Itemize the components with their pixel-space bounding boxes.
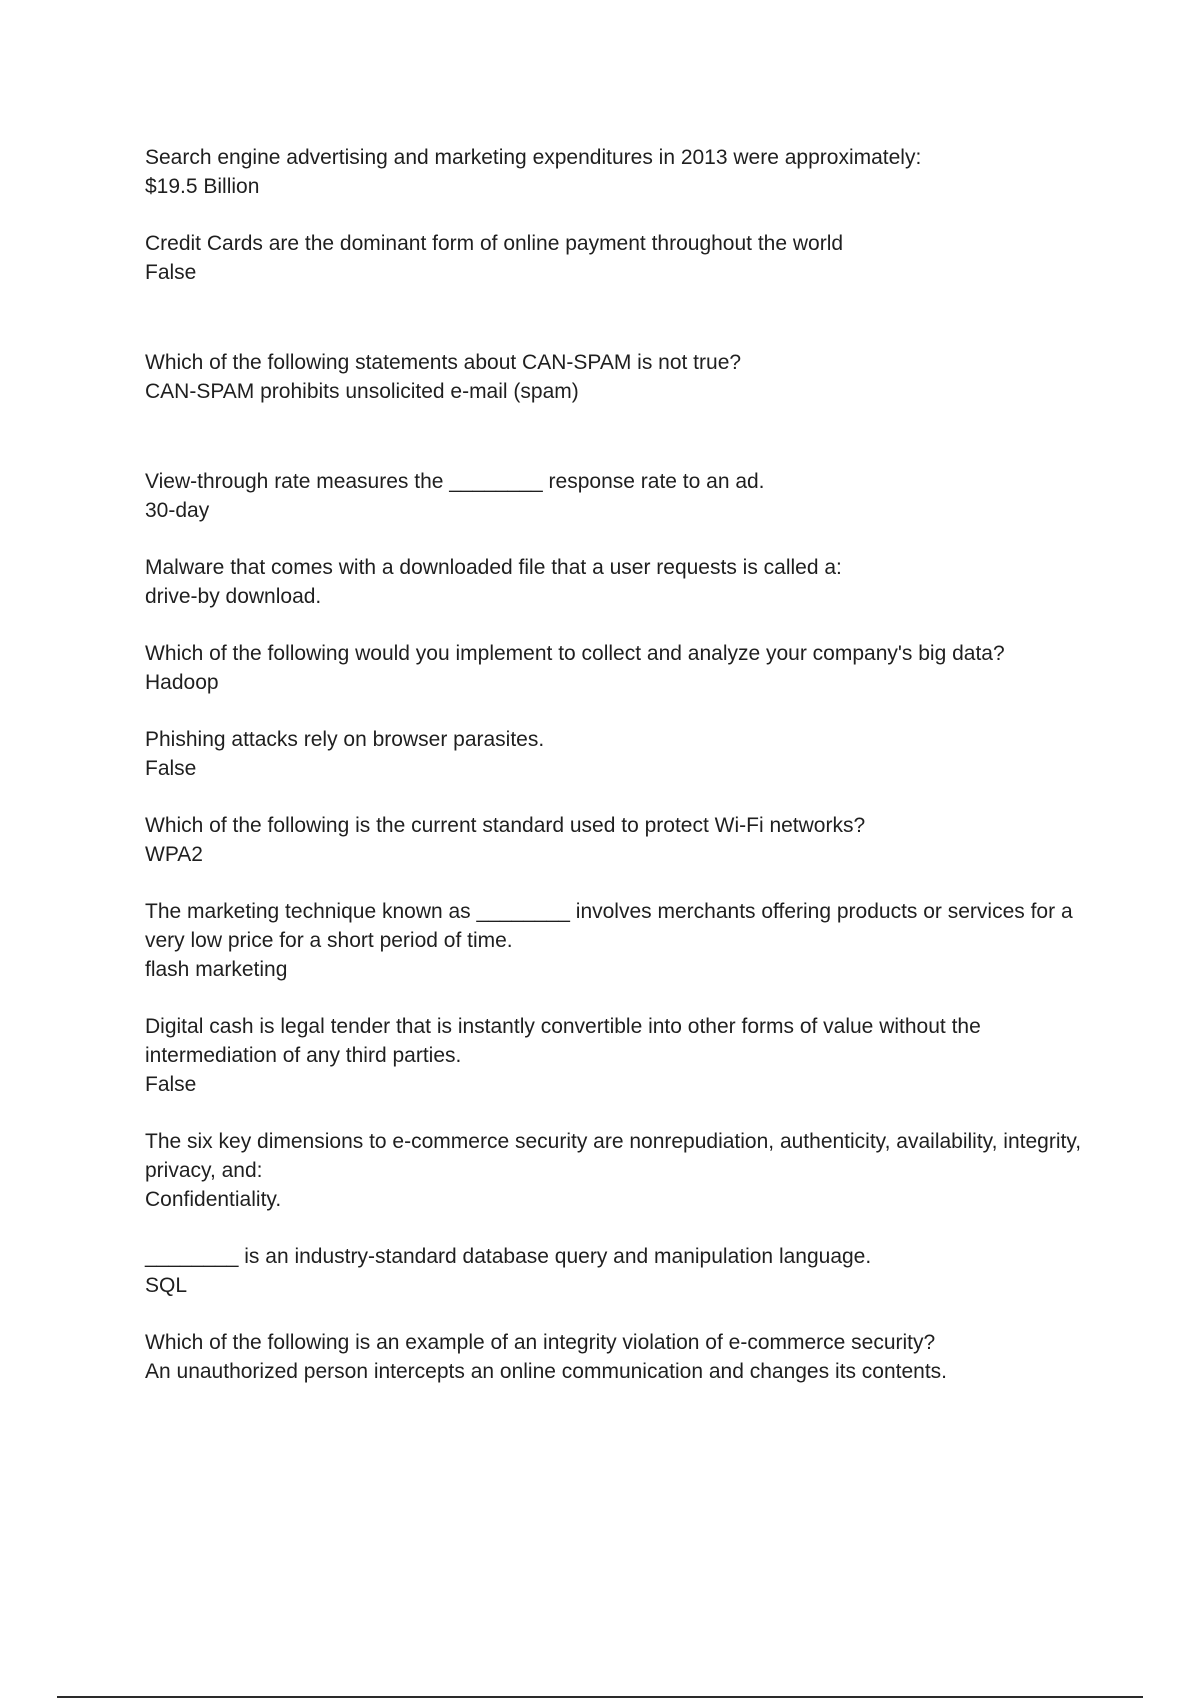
answer-text: False [145, 261, 197, 284]
question-text: Credit Cards are the dominant form of online payment throughout the world [145, 232, 844, 255]
qa-item [145, 1127, 1105, 1214]
answer-text: flash marketing [145, 958, 288, 981]
answer-text: SQL [145, 1274, 188, 1297]
answer-text: drive-by download. [145, 585, 322, 608]
answer-text: Hadoop [145, 671, 219, 694]
question-text: Which of the following is an example of an integrity violation of e-commerce security? [145, 1331, 936, 1354]
qa-item [145, 143, 1105, 201]
qa-item [145, 1012, 1105, 1099]
qa-item [145, 639, 1105, 697]
answer-text: False [145, 757, 197, 780]
answer-text: CAN-SPAM prohibits unsolicited e-mail (spam) [145, 380, 579, 403]
question-text: Which of the following statements about CAN-SPAM is not true? [145, 351, 742, 374]
question-text: Malware that comes with a downloaded file that a user requests is called a: [145, 556, 842, 579]
question-text: The six key dimensions to e-commerce security are nonrepudiation, authenticity, availability, integrity, privacy, and: [145, 1130, 1082, 1182]
question-text: ________ is an industry-standard database query and manipulation language. [145, 1245, 872, 1268]
question-text: Which of the following would you implement to collect and analyze your company's big data? [145, 642, 1005, 665]
qa-item [145, 1328, 1105, 1386]
answer-text: Confidentiality. [145, 1188, 282, 1211]
qa-list [145, 143, 1105, 1386]
qa-item [145, 897, 1105, 984]
qa-item [145, 467, 1105, 525]
answer-text: An unauthorized person intercepts an online communication and changes its contents. [145, 1360, 947, 1383]
qa-item [145, 553, 1105, 611]
qa-item [145, 1242, 1105, 1300]
question-text: The marketing technique known as ________ involves merchants offering products or services for a very low price for a short period of time. [145, 900, 1073, 952]
qa-item [145, 811, 1105, 869]
answer-text: $19.5 Billion [145, 175, 260, 198]
qa-item [145, 229, 1105, 287]
question-text: Digital cash is legal tender that is instantly convertible into other forms of value without the intermediation of any third parties. [145, 1015, 981, 1067]
question-text: Search engine advertising and marketing expenditures in 2013 were approximately: [145, 146, 922, 169]
qa-item [145, 348, 1105, 406]
answer-text: False [145, 1073, 197, 1096]
answer-text: 30-day [145, 499, 210, 522]
question-text: View-through rate measures the ________ response rate to an ad. [145, 470, 765, 493]
qa-item [145, 725, 1105, 783]
answer-text: WPA2 [145, 843, 203, 866]
footer-rule [57, 1696, 1143, 1698]
question-text: Phishing attacks rely on browser parasites. [145, 728, 545, 751]
question-text: Which of the following is the current standard used to protect Wi-Fi networks? [145, 814, 866, 837]
